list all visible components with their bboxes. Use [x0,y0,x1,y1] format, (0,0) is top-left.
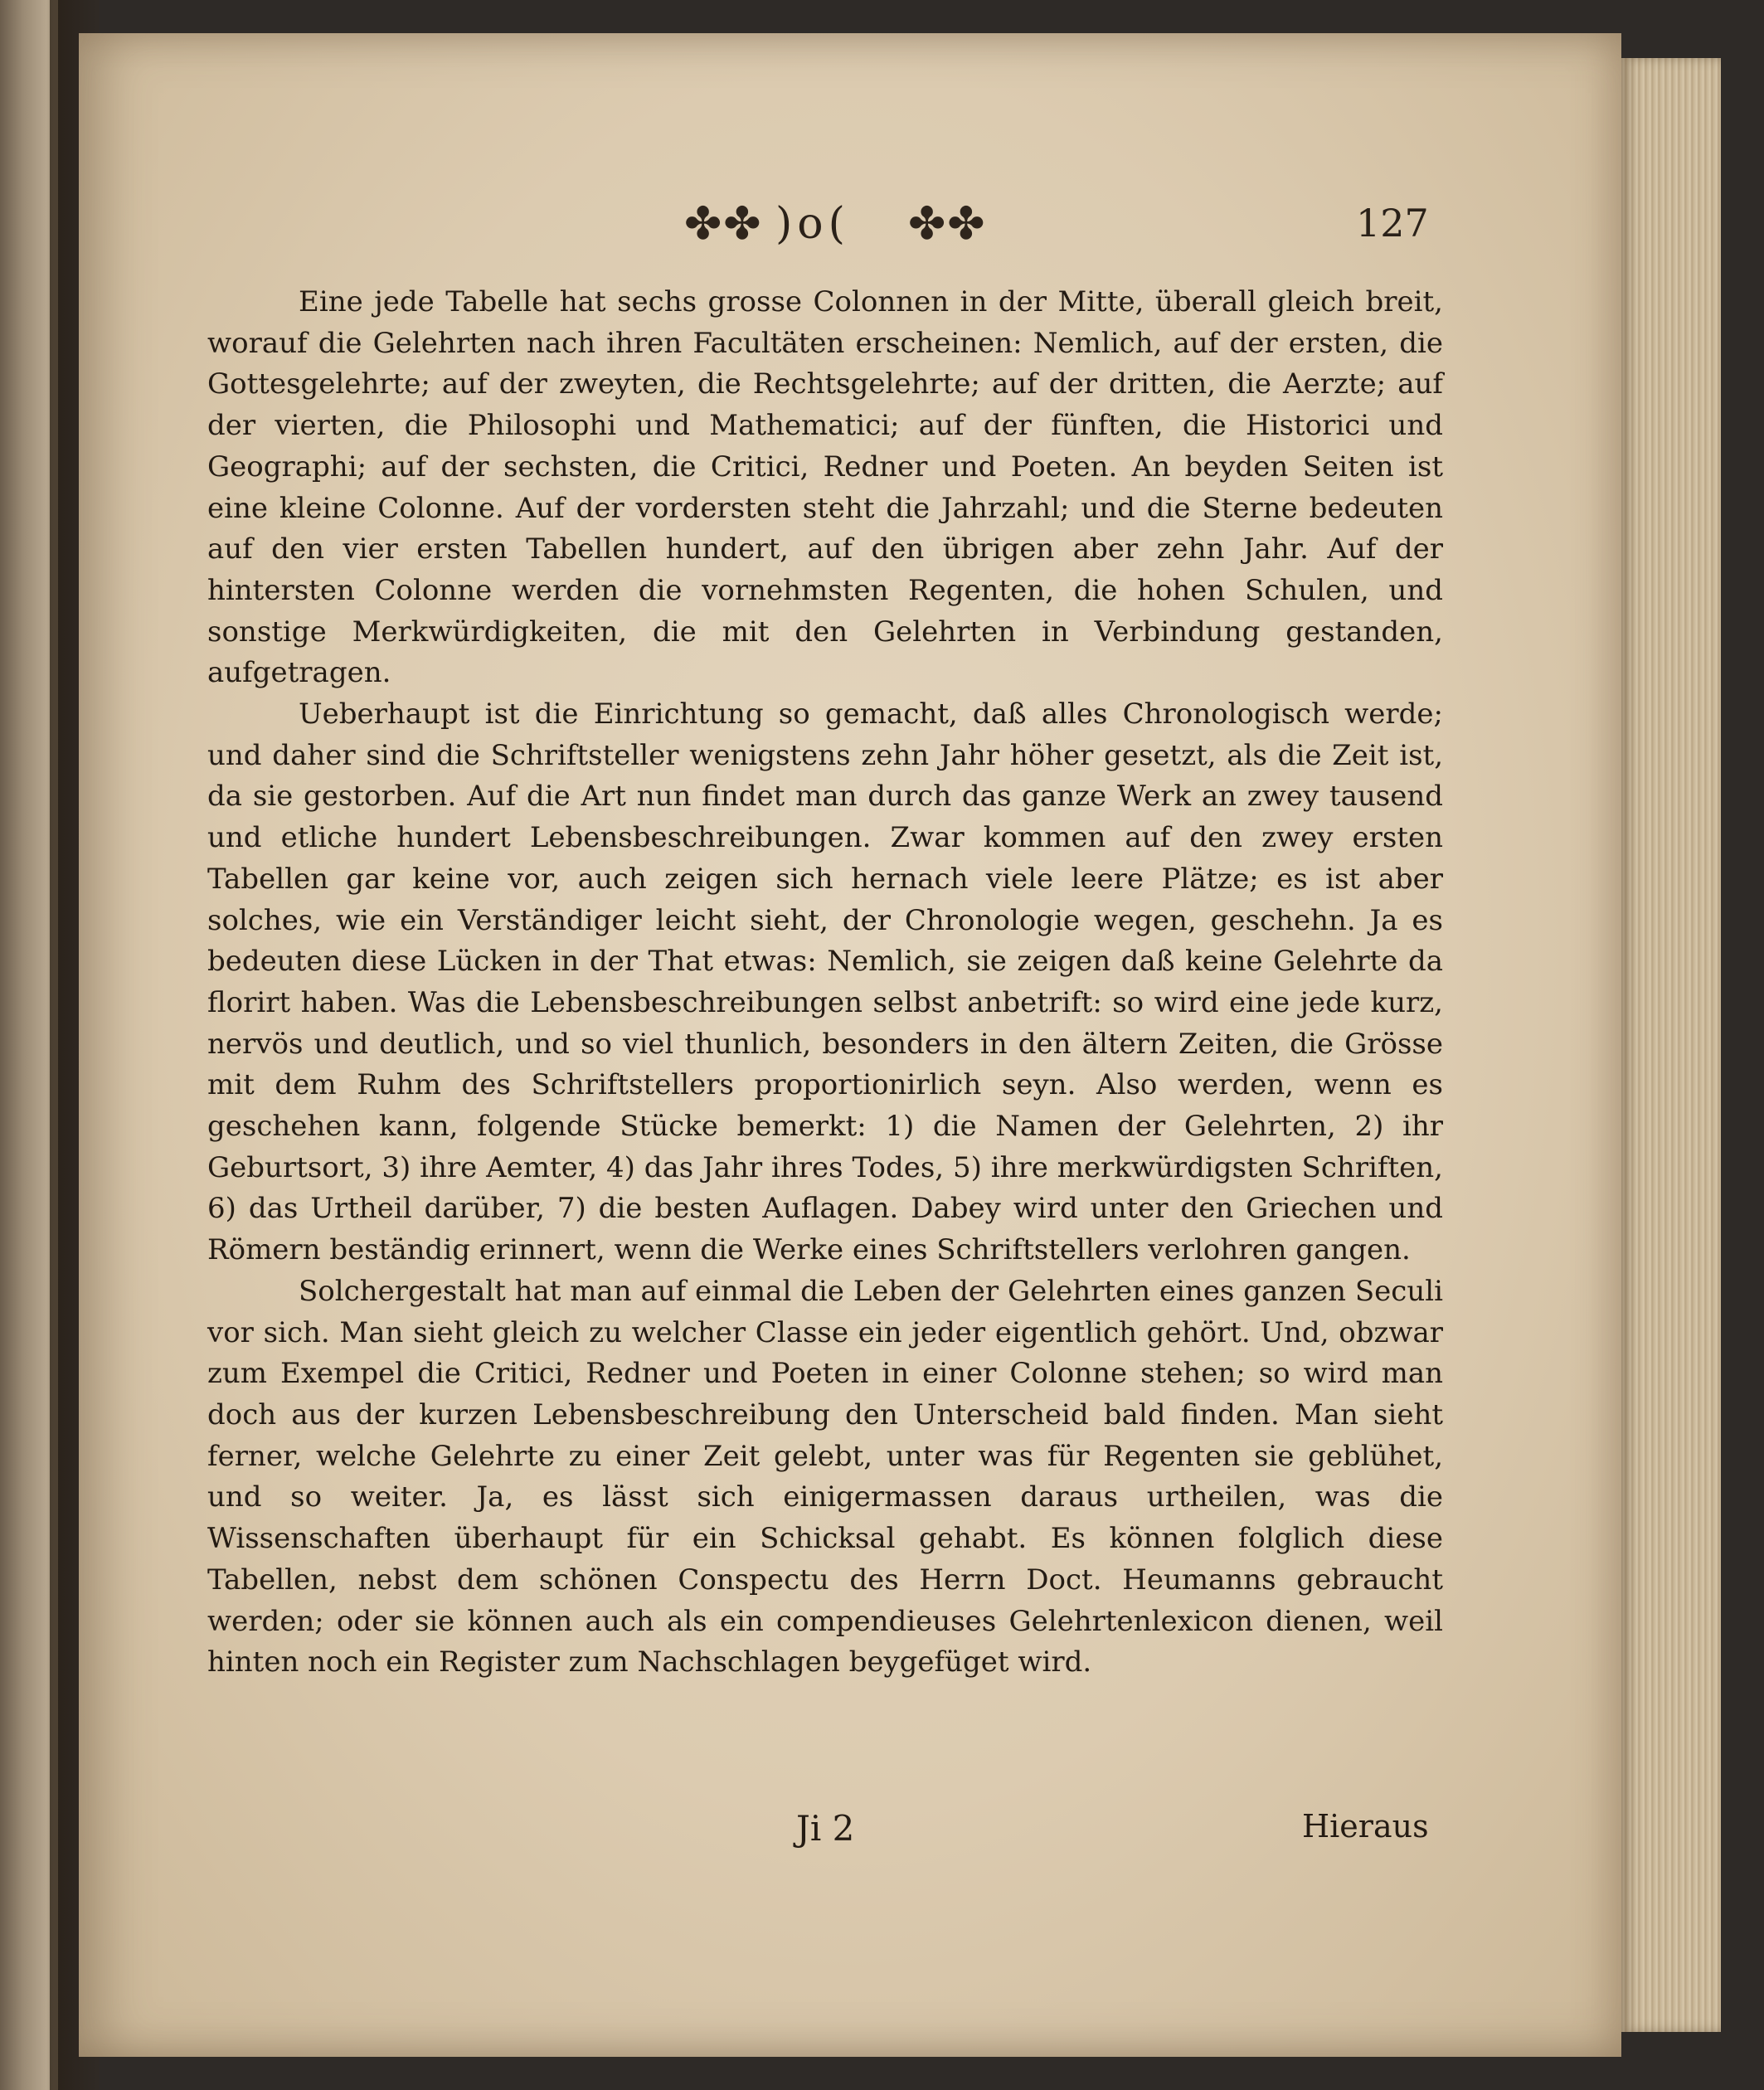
paragraph-3: Solchergestalt hat man auf einmal die Leben der Gelehrten eines ganzen Seculi vor sich. Man sieht gleich zu welcher Classe ein jeder eigentlich gehört. Und, obzwar zum Exempel die Critici, Redner und Poeten in einer Colonne stehen; so wird man doch aus der kurzen Lebensbeschreibung den Unterscheid bald finden. Man sieht ferner, welche Gelehrte zu einer Zeit gelebt, unter was für Regenten sie geblühet, und so weiter. Ja, es lässt sich einigermassen daraus urtheilen, was die Wissenschaften überhaupt für ein Schicksal gehabt. Es können folglich diese Tabellen, nebst dem schönen Conspectu des Herrn Doct. Heumanns gebraucht werden; oder sie können auch als ein compendieuses Gelehrtenlexicon dienen, weil hinten noch ein Register zum Nachschlagen beygefüget wird. [207,1274,1443,1679]
page-footer [79,1808,1621,1866]
signature-mark: Ji 2 [796,1808,855,1849]
running-head: )o( [775,199,850,249]
catchword: Hieraus [1302,1808,1429,1845]
book-fore-edge [1621,58,1721,2032]
page-number: 127 [1356,201,1429,245]
paragraph-1: Eine jede Tabelle hat sechs grosse Colonnen in der Mitte, überall gleich breit, worauf die Gelehrten nach ihren Facultäten erscheinen: Nemlich, auf der ersten, die Gottesgelehrte; auf der zweyten, die Rechtsgelehrte; auf der dritten, die Aerzte; auf der vierten, die Philosophi und Mathematici; auf der fünften, die Historici und Geographi; auf der sechsten, die Critici, Redner und Poeten. An beyden Seiten ist eine kleine Colonne. Auf der vordersten steht die Jahrzahl; und die Sterne bedeuten auf den vier ersten Tabellen hundert, auf den übrigen aber zehn Jahr. Auf der hintersten Colonne werden die vornehmsten Regenten, die hohen Schulen, und sonstige Merkwürdigkeiten, die mit den Gelehrten in Verbindung gestanden, aufgetragen. [207,285,1443,690]
paragraph-2: Ueberhaupt ist die Einrichtung so gemacht, daß alles Chronologisch werde; und daher sind die Schriftsteller wenigstens zehn Jahr höher gesetzt, als die Zeit ist, da sie gestorben. Auf die Art nun findet man durch das ganze Werk an zwey tausend und etliche hundert Lebensbeschreibungen. Zwar kommen auf den zwey ersten Tabellen gar keine vor, auch zeigen sich hernach viele leere Plätze; es ist aber solches, wie ein Verständiger leicht sieht, der Chronologie wegen, geschehn. Ja es bedeuten diese Lücken in der That etwas: Nemlich, sie zeigen daß keine Gelehrte da florirt haben. Was die Lebensbeschreibungen selbst anbetrift: so wird eine jede kurz, nervös und deutlich, und so viel thunlich, besonders in den ältern Zeiten, die Grösse mit dem Ruhm des Schriftstellers proportionirlich seyn. Also werden, wenn es geschehen kann, folgende Stücke bemerkt: 1) die Namen der Gelehrten, 2) ihr Geburtsort, 3) ihre Aemter, 4) das Jahr ihres Todes, 5) ihre merkwürdigsten Schriften, 6) das Urtheil darüber, 7) die besten Auflagen. Dabey wird unter den Griechen und Römern beständig erinnert, wenn die Werke eines Schriftstellers verlohren gangen. [207,697,1443,1267]
body-text [207,282,1443,1684]
book-page [79,33,1621,2057]
ornament-left-icon: ✤✤ [684,197,763,250]
page-header [576,197,1464,255]
ornament-right-icon: ✤✤ [908,197,987,250]
